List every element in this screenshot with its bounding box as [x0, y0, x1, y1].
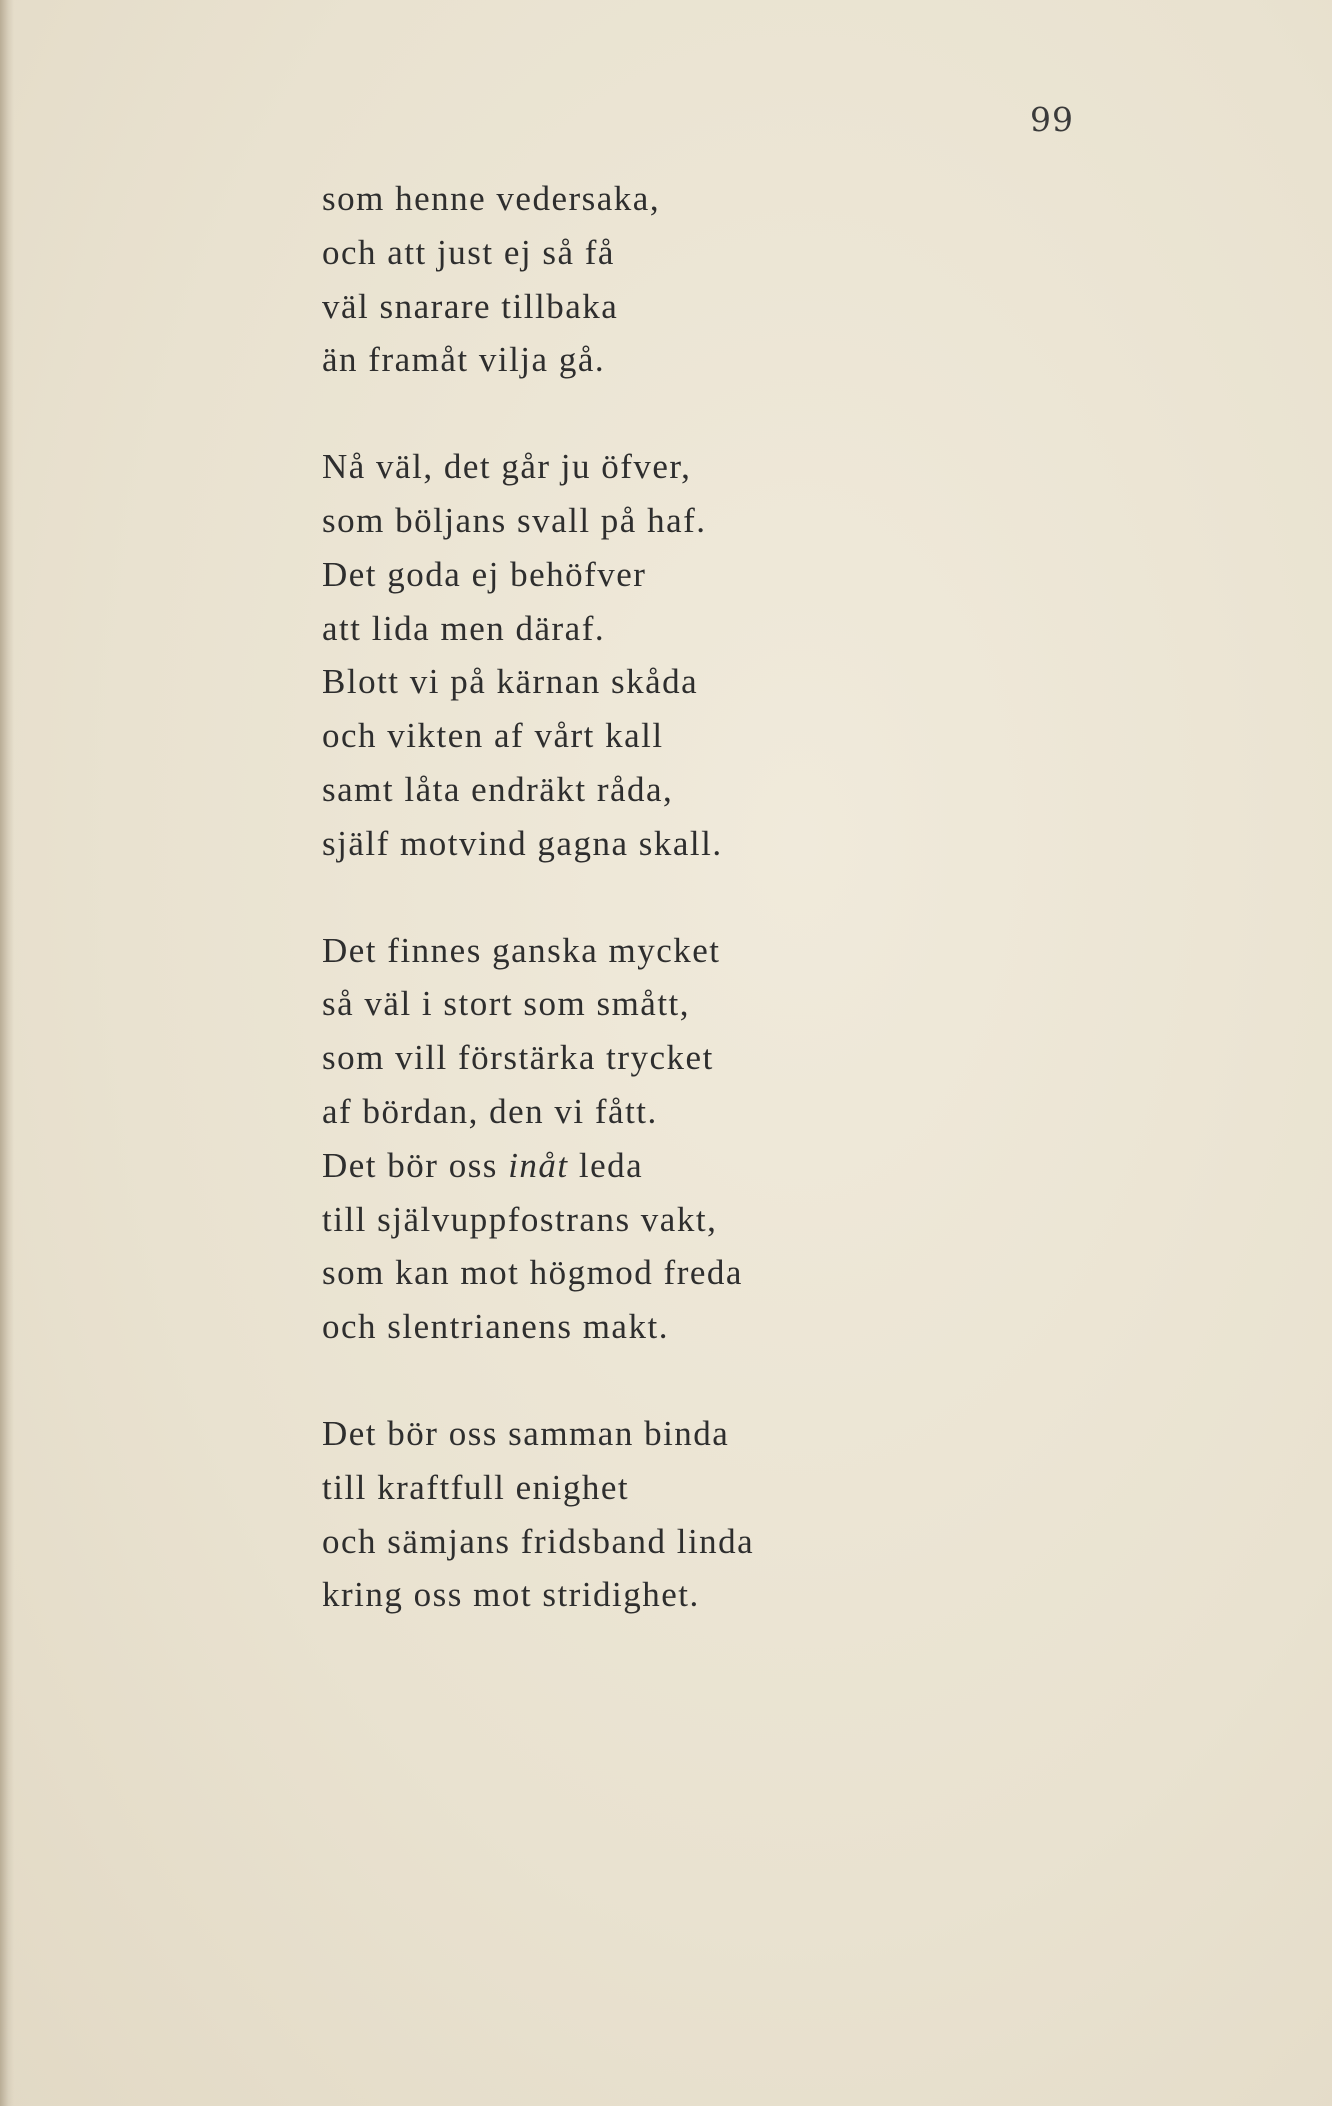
poem-line-emphasis — [322, 1139, 1122, 1193]
poem-line: och vikten af vårt kall — [322, 716, 664, 756]
poem-line: som böljans svall på haf. — [322, 500, 707, 540]
stanza-3 — [322, 924, 1122, 1354]
poem-line: som kan mot högmod freda — [322, 1253, 743, 1293]
poem-line: till kraftfull enighet — [322, 1467, 630, 1507]
poem-line: Det bör oss samman binda — [322, 1413, 730, 1453]
spine-shadow — [0, 0, 14, 2106]
poem-line: af bördan, den vi fått. — [322, 1091, 658, 1131]
poem-line: och slentrianens makt. — [322, 1307, 669, 1347]
poem-line: och att just ej så få — [322, 232, 615, 272]
poem-line: Nå väl, det går ju öfver, — [322, 447, 692, 487]
poem-line: Blott vi på kärnan skåda — [322, 662, 699, 702]
poem-line: som henne vedersaka, — [322, 179, 661, 218]
poem-line: att lida men däraf. — [322, 608, 606, 648]
emphasis-after: leda — [568, 1145, 644, 1185]
poem-line: Det finnes ganska mycket — [322, 930, 721, 970]
poem-line: än framåt vilja gå. — [322, 340, 606, 380]
emphasis-before: Det bör oss — [322, 1145, 509, 1185]
poem-line: själf motvind gagna skall. — [322, 823, 723, 863]
emphasis-italic-word: inåt — [508, 1145, 569, 1185]
stanza-1 — [322, 172, 1122, 387]
poem-line: och sämjans fridsband linda — [322, 1521, 755, 1561]
poem-line: så väl i stort som smått, — [322, 984, 691, 1024]
poem-line: som vill förstärka trycket — [322, 1038, 714, 1078]
poem — [322, 172, 1122, 1622]
stanza-2 — [322, 440, 1122, 870]
poem-line: samt låta endräkt råda, — [322, 769, 674, 809]
stanza-4 — [322, 1407, 1122, 1622]
poem-line: kring oss mot stridighet. — [322, 1575, 700, 1615]
poem-line: till självuppfostrans vakt, — [322, 1199, 718, 1239]
page-number: 99 — [1030, 100, 1074, 139]
poem-line: Det goda ej behöfver — [322, 554, 647, 594]
poem-line: väl snarare tillbaka — [322, 286, 619, 326]
